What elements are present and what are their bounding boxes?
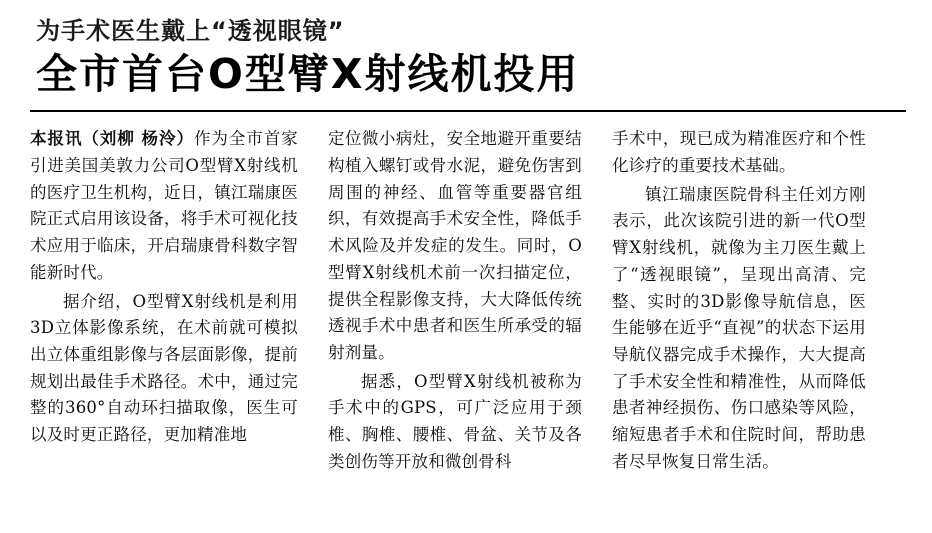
paragraph	[30, 126, 298, 286]
article-kicker: 为手术医生戴上“透视眼镜”	[36, 17, 345, 45]
page-title: 全市首台O型臂X射线机投用	[36, 50, 580, 99]
paragraph: 定位微小病灶，安全地避开重要结构植入螺钉或骨水泥，避免伤害到周围的神经、血管等重要器官组织，有效提高手术安全性，降低手术风险及并发症的发生。同时，O型臂X射线机术前一次扫描定位，提供全程影像支持，大大降低传统透视手术中患者和医生所承受的辐射剂量。	[328, 129, 582, 363]
paragraph: 据介绍，O型臂X射线机是利用3D立体影像系统，在术前就可模拟出立体重组影像与各层面影像，提前规划出最佳手术路径。术中，通过完整的360°自动环扫描取像，医生可以及时更正路径，更加精准地	[30, 291, 298, 445]
article-column-3	[598, 126, 882, 477]
article-column-1	[30, 126, 314, 477]
paragraph-text: 作为全市首家引进美国美敦力公司O型臂X射线机的医疗卫生机构，近日，镇江瑞康医院正式启用该设备，将手术可视化技术应用于临床，开启瑞康骨科数字智能新时代。	[30, 129, 299, 282]
paragraph: 手术中，现已成为精准医疗和个性化诊疗的重要技术基础。	[612, 129, 866, 176]
headline-divider	[30, 110, 906, 112]
paragraph: 据悉，O型臂X射线机被称为手术中的GPS，可广泛应用于颈椎、胸椎、腰椎、骨盆、关节及各类创伤等开放和微创骨科	[328, 371, 582, 471]
paragraph: 镇江瑞康医院骨科主任刘方刚表示，此次该院引进的新一代O型臂X射线机，就像为主刀医生戴上了“透视眼镜”，呈现出高清、完整、实时的3D影像导航信息，医生能够在近乎“直视”的状态下运用导航仪器完成手术操作，大大提高了手术安全性和精准性，从而降低患者神经损伤、伤口感染等风险，缩短患者手术和住院时间，帮助患者尽早恢复日常生活。	[612, 184, 866, 471]
article-column-2	[314, 126, 598, 477]
article-byline: 本报讯（刘柳 杨泠）	[30, 129, 194, 149]
headline-block	[30, 18, 906, 98]
article-columns	[30, 126, 906, 477]
